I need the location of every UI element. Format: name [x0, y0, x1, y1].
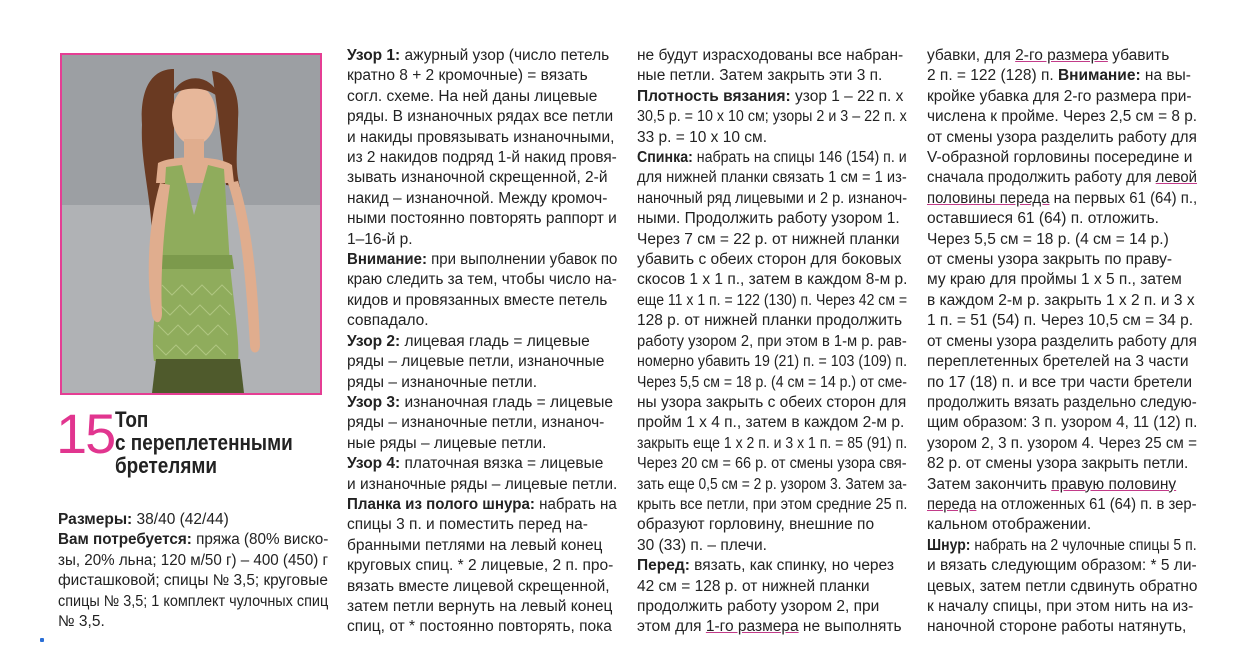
text-line	[927, 434, 1197, 454]
text-segment: V-образной горловины посередине и	[927, 149, 1193, 167]
bold-heading: Плотность вязания:	[637, 87, 791, 105]
text-column-3	[637, 46, 907, 638]
text-segment: на отложенных 61 (64) п. в зер-	[976, 495, 1197, 513]
text-line	[347, 536, 617, 556]
text-segment: по 17 (18) п. и все три части бретели	[927, 373, 1192, 391]
text-segment: и вязать следующим образом: * 5 ли-	[927, 557, 1197, 575]
text-line	[637, 270, 907, 290]
text-segment: совпадало.	[347, 312, 429, 330]
text-segment: оставшиеся 61 (64) п. отложить.	[927, 210, 1159, 228]
text-segment: вязать вместе лицевой скрещенной,	[347, 577, 610, 595]
bold-heading: Внимание:	[347, 251, 427, 269]
text-line	[58, 571, 326, 591]
text-line	[637, 209, 907, 229]
text-line	[347, 148, 615, 168]
text-segment: скосов 1 х 1 п., затем в каждом 8-м р.	[637, 271, 908, 289]
text-segment: 30,5 р. = 10 х 10 см; узоры 2 и 3 – 22 п. х	[637, 108, 907, 126]
text-line	[58, 530, 329, 550]
text-segment: не выполнять	[798, 618, 902, 636]
text-segment: крыть все петли, при этом средние 25 п.	[637, 495, 908, 513]
text-segment: накид – изнаночной. Между кромоч-	[347, 189, 608, 207]
text-segment: убавить с обеих сторон для боковых	[637, 251, 902, 269]
text-line	[637, 230, 907, 250]
text-line	[927, 617, 1197, 637]
underlined-text: правую половину	[1051, 475, 1177, 493]
model-illustration	[62, 55, 320, 393]
text-segment: спицы № 3,5; 1 комплект чулочных спиц	[58, 592, 329, 610]
text-line	[637, 495, 908, 515]
text-line	[927, 250, 1197, 270]
text-line	[927, 107, 1198, 127]
text-line	[347, 270, 617, 290]
bold-heading: Внимание:	[1057, 67, 1141, 85]
text-segment: кройке убавка для 2-го размера при-	[927, 87, 1192, 105]
text-segment: пряжа (80% вискo-	[191, 531, 329, 549]
text-segment: 42 см = 128 р. от нижней планки	[637, 577, 870, 595]
text-segment: не будут израсходованы все набран-	[637, 47, 904, 64]
text-segment: № 3,5.	[58, 613, 105, 631]
text-segment: от смены узора закрыть по праву-	[927, 251, 1173, 269]
text-line	[58, 592, 329, 612]
text-line	[927, 597, 1197, 617]
text-line	[637, 66, 907, 86]
text-segment: еще 11 х 1 п. = 122 (130) п. Через 42 см =	[637, 291, 908, 309]
text-line	[927, 291, 1197, 311]
text-line	[637, 291, 908, 311]
underlined-text: 2-го размера	[1015, 47, 1108, 64]
text-segment: ны узора закрыть с обеих сторон для	[637, 393, 907, 411]
text-line	[637, 250, 907, 270]
text-line	[637, 332, 907, 352]
text-line	[347, 107, 617, 127]
text-line	[927, 66, 1197, 86]
text-line	[927, 209, 1197, 229]
text-segment: кидов и провязанных вместе петель	[347, 291, 608, 309]
text-line	[637, 617, 907, 637]
text-line	[637, 311, 907, 331]
text-segment: к началу спицы, при этом нить на из-	[927, 597, 1194, 615]
underlined-text: левой	[1155, 169, 1198, 187]
text-line	[637, 393, 907, 413]
bold-heading: Размеры:	[58, 511, 133, 528]
text-line	[347, 434, 617, 454]
bold-heading: Узор 2:	[347, 332, 401, 350]
text-line	[637, 454, 907, 474]
text-segment: 1 п. = 51 (54) п. Через 10,5 см = 34 р.	[927, 312, 1193, 330]
text-line	[347, 393, 617, 413]
text-segment: ряды. В изнаночных рядах все петли	[347, 108, 614, 126]
text-segment: переплетенных бретелей на 3 части	[927, 353, 1189, 371]
text-segment: на первых 61 (64) п.,	[1049, 189, 1198, 207]
text-line	[637, 515, 907, 535]
text-segment: узор 1 – 22 п. х	[790, 87, 904, 105]
text-line	[927, 393, 1197, 413]
text-line	[347, 352, 617, 372]
title-line: бретелями	[115, 453, 217, 478]
text-segment: от смены узора разделить работу для	[927, 332, 1197, 350]
text-segment: при выполнении убавок по	[426, 251, 618, 269]
text-line	[927, 128, 1197, 148]
text-line	[927, 556, 1197, 576]
text-segment: ные ряды – лицевые петли.	[347, 434, 547, 452]
text-line	[347, 495, 617, 515]
text-segment: набрать на 2 чулочные спицы 5 п.	[970, 536, 1197, 554]
model-photo	[60, 53, 322, 395]
bold-heading: Спинка:	[637, 149, 693, 167]
text-segment: образуют горловину, внешние по	[637, 516, 875, 534]
text-line	[927, 46, 1197, 66]
text-segment: затем петли вернуть на левый конец	[347, 597, 613, 615]
article-title	[115, 408, 293, 477]
text-line	[927, 87, 1197, 107]
text-line	[637, 373, 907, 393]
text-column-1	[58, 510, 328, 632]
text-line	[347, 46, 617, 66]
text-line	[927, 495, 1197, 515]
text-segment: работу узором 2, при этом в 1-м р. рав-	[637, 332, 907, 350]
text-line	[347, 454, 617, 474]
text-line	[347, 515, 617, 535]
text-segment: ными. Продолжить работу узором 1.	[637, 210, 900, 228]
text-line	[637, 128, 907, 148]
text-segment: круговых спиц. * 2 лицевые, 2 п. про-	[347, 557, 614, 575]
text-segment: Затем закончить	[927, 475, 1052, 493]
text-segment: ряды – изнаночные петли.	[347, 373, 538, 391]
text-line	[347, 291, 617, 311]
text-segment: из 2 накидов подряд 1-й накид провя-	[347, 149, 617, 167]
bold-heading: Вам потребуется:	[58, 531, 192, 549]
text-line	[347, 311, 617, 331]
text-segment: платочная вязка = лицевые	[400, 455, 604, 473]
text-line	[347, 597, 617, 617]
text-line	[927, 311, 1197, 331]
text-segment: согл. схеме. На ней даны лицевые	[347, 87, 598, 105]
text-line	[927, 148, 1197, 168]
text-segment: номерно убавить 19 (21) п. = 103 (109) п.	[637, 353, 908, 371]
text-segment: спицы 3 п. и поместить перед на-	[347, 516, 588, 534]
text-line	[637, 536, 907, 556]
text-line	[347, 209, 617, 229]
text-segment: ряды – изнаночные петли, изнаноч-	[347, 414, 605, 432]
text-segment: и изнаночные ряды – лицевые петли.	[347, 475, 618, 493]
text-line	[637, 352, 908, 372]
text-segment: узором 2, 3 п. узором 4. Через 25 см =	[927, 434, 1197, 452]
text-segment: и накиды провязывать изнаночными,	[347, 128, 615, 146]
text-segment: лицевая гладь = лицевые	[400, 332, 590, 350]
text-segment: спиц, от * постоянно повторять, пока	[347, 618, 612, 636]
text-line	[927, 189, 1198, 209]
text-line	[347, 556, 617, 576]
text-segment: числена к пройме. Через 2,5 см = 8 р.	[927, 108, 1198, 126]
text-line	[58, 612, 328, 632]
underlined-text: переда	[927, 495, 977, 513]
text-line	[347, 475, 617, 495]
text-segment: краю следить за тем, чтобы число на-	[347, 271, 617, 289]
title-line: с переплетенными	[115, 430, 293, 455]
text-line	[637, 434, 908, 454]
text-line	[347, 617, 617, 637]
bold-heading: Шнур:	[927, 536, 971, 554]
text-line	[927, 373, 1197, 393]
text-line	[927, 515, 1197, 535]
text-line	[347, 577, 617, 597]
text-line	[347, 168, 617, 188]
bold-heading: Перед:	[637, 557, 690, 575]
text-line	[637, 597, 907, 617]
title-line: Топ	[115, 407, 149, 432]
text-column-2	[347, 46, 617, 638]
text-segment: Через 5,5 см = 18 р. (4 см = 14 р.)	[927, 230, 1169, 248]
text-segment: зы, 20% льна; 120 м/50 г) – 400 (450) г	[58, 551, 329, 569]
text-segment: кальном отображении.	[927, 516, 1092, 534]
text-segment: продолжить работу узором 2, при	[637, 597, 880, 615]
text-segment: изнаночная гладь = лицевые	[400, 393, 614, 411]
text-segment: ажурный узор (число петель	[400, 47, 610, 64]
text-line	[927, 332, 1197, 352]
text-segment: сначала продолжить работу для	[927, 169, 1156, 187]
bold-heading: Узор 3:	[347, 393, 401, 411]
text-line	[637, 189, 908, 209]
text-line	[637, 46, 907, 66]
text-segment: этом для	[637, 618, 706, 636]
text-line	[927, 577, 1198, 597]
text-line	[637, 107, 907, 127]
text-segment: набрать на спицы 146 (154) п. и	[692, 149, 907, 167]
text-segment: ными постоянно повторять раппорт и	[347, 210, 617, 228]
text-line	[637, 556, 907, 576]
text-segment: наночный ряд лицевыми и 2 р. изнаноч-	[637, 189, 908, 207]
text-line	[347, 373, 617, 393]
text-line	[927, 536, 1197, 556]
text-line	[637, 148, 907, 168]
text-segment: зывать изнаночной скрещенной, 2-й	[347, 169, 608, 187]
text-line	[637, 413, 907, 433]
text-line	[347, 332, 617, 352]
underlined-text: половины переда	[927, 189, 1050, 207]
text-line	[637, 475, 907, 495]
text-line	[347, 128, 617, 148]
bold-heading: Узор 4:	[347, 455, 401, 473]
text-segment: вязать, как спинку, но через	[689, 557, 894, 575]
text-segment: фисташковой; спицы № 3,5; круговые	[58, 572, 328, 590]
text-line	[58, 551, 329, 571]
text-segment: убавки, для	[927, 47, 1016, 64]
text-line	[637, 168, 907, 188]
bold-heading: Узор 1:	[347, 47, 401, 64]
text-line	[347, 87, 617, 107]
text-line	[347, 230, 617, 250]
text-segment: Через 20 см = 66 р. от смены узора свя-	[637, 455, 907, 473]
text-segment: продолжить вязать раздельно следую-	[927, 393, 1197, 411]
text-segment: 82 р. от смены узора закрыть петли.	[927, 455, 1189, 473]
text-segment: 2 п. = 122 (128) п.	[927, 67, 1058, 85]
text-segment: убавить	[1107, 47, 1170, 64]
text-segment: щим образом: 3 п. узором 4, 11 (12) п.	[927, 414, 1198, 432]
text-segment: Через 5,5 см = 18 р. (4 см = 14 р.) от сме-	[637, 373, 907, 391]
text-line	[927, 230, 1197, 250]
text-line	[927, 475, 1197, 495]
text-line	[637, 87, 907, 107]
text-segment: 30 (33) п. – плечи.	[637, 536, 767, 554]
text-segment: закрыть еще 1 х 2 п. и 3 х 1 п. = 85 (91) п.	[637, 434, 908, 452]
text-segment: му краю для проймы 1 х 5 п., затем	[927, 271, 1182, 289]
text-segment: от смены узора разделить работу для	[927, 128, 1197, 146]
text-line	[927, 352, 1197, 372]
issue-number: 15	[56, 402, 115, 465]
text-segment: 1–16-й р.	[347, 230, 413, 248]
text-segment: 128 р. от нижней планки продолжить	[637, 312, 903, 330]
text-segment: пройм 1 х 4 п., затем в каждом 2-м р.	[637, 414, 905, 432]
text-segment: 33 р. = 10 х 10 см.	[637, 128, 768, 146]
page-marker-dot	[40, 638, 44, 642]
text-segment: цевых, затем петли сдвинуть обратно	[927, 577, 1198, 595]
text-line	[927, 270, 1197, 290]
text-line	[347, 66, 617, 86]
text-segment: набрать на	[534, 495, 617, 513]
text-line	[58, 510, 328, 530]
text-segment: кратно 8 + 2 кромочные) = вязать	[347, 67, 588, 85]
text-segment: Через 7 см = 22 р. от нижней планки	[637, 230, 900, 248]
underlined-text: 1-го размера	[705, 618, 799, 636]
text-line	[347, 189, 617, 209]
text-segment: на вы-	[1140, 67, 1191, 85]
text-segment: наночной стороне работы натянуть,	[927, 618, 1187, 636]
text-line	[927, 413, 1198, 433]
text-column-4	[927, 46, 1197, 638]
text-segment: ряды – лицевые петли, изнаночные	[347, 353, 605, 371]
text-segment: зать еще 0,5 см = 2 р. узором 3. Затем за-	[637, 475, 907, 493]
text-line	[347, 413, 617, 433]
text-segment: для нижней планки связать 1 см = 1 из-	[637, 169, 907, 187]
text-segment: в каждом 2-м р. закрыть 1 х 2 п. и 3 х	[927, 291, 1195, 309]
text-segment: 38/40 (42/44)	[132, 511, 229, 528]
text-segment: ные петли. Затем закрыть эти 3 п.	[637, 67, 883, 85]
text-line	[927, 168, 1198, 188]
text-line	[347, 250, 618, 270]
text-line	[927, 454, 1197, 474]
text-segment: бранными петлями на левый конец	[347, 536, 603, 554]
text-line	[637, 577, 907, 597]
bold-heading: Планка из полого шнура:	[347, 495, 535, 513]
